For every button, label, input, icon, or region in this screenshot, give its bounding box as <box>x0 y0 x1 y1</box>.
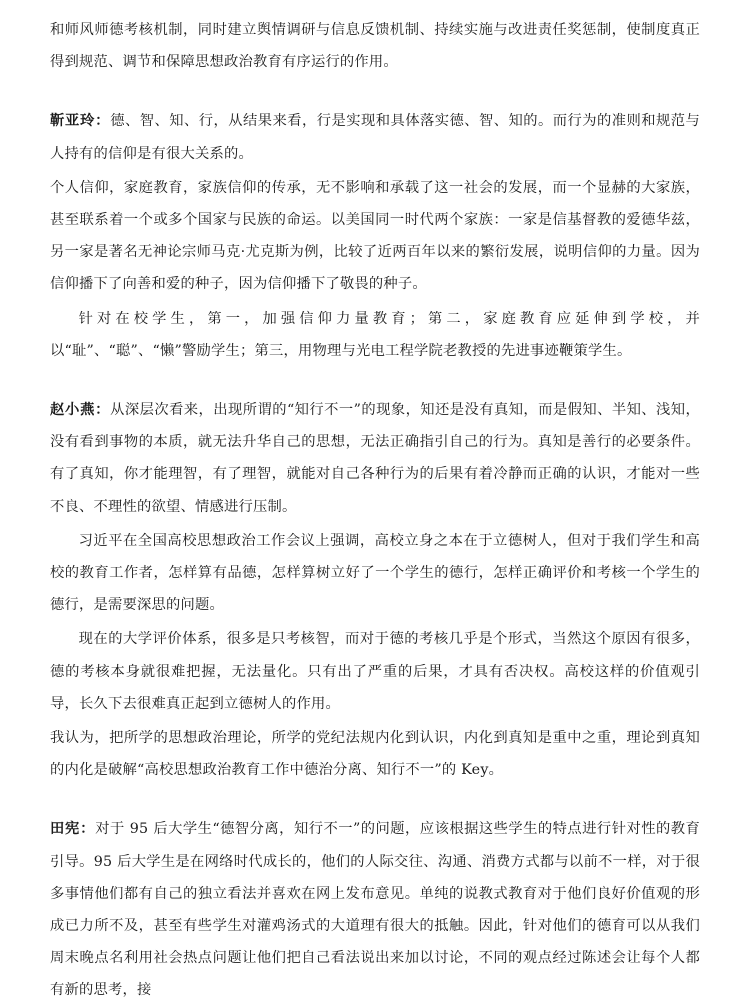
paragraph-text: 习近平在全国高校思想政治工作会议上强调，高校立身之本在于立德树人，但对于我们学生和高校的教育工作者，怎样算有品德，怎样算树立好了一个学生的德行，怎样正确评价和考核一个学生的德行，是需要深思的问题。 <box>50 532 700 614</box>
speech-text: 从深层次看来，出现所谓的“知行不一”的现象，知还是没有真知，而是假知、半知、浅知，没有看到事物的本质，就无法升华自己的思想，无法正确指引自己的行为。真知是善行的必要条件。有了真知，你才能理智，有了理智，就能对自己各种行为的后果有着冷静而正确的认识，才能对一些不良、不理性的欲望、情感进行压制。 <box>50 402 700 515</box>
speaker-label: 田宪： <box>50 821 96 838</box>
speech-text: 德、智、知、行，从结果来看，行是实现和具体落实德、智、知的。而行为的准则和规范与人持有的信仰是有很大关系的。 <box>50 113 701 162</box>
speaker-label: 靳亚玲： <box>50 113 111 130</box>
paragraph-text <box>50 813 700 1006</box>
paragraph-spacer <box>50 369 700 381</box>
speaker-label: 赵小燕： <box>50 402 111 419</box>
paragraph-text: 现在的大学评价体系，很多是只考核智，而对于德的考核几乎是个形式，当然这个原因有很多，德的考核本身就很难把握，无法量化。只有出了严重的后果，才具有否决权。高校这样的价值观引导，长久下去很难真正起到立德树人的作用。 <box>50 631 700 712</box>
speech-block-jinyaling <box>50 105 700 169</box>
paragraph-spacer <box>50 80 700 92</box>
paragraph-text: 个人信仰，家庭教育，家族信仰的传承，无不影响和承载了这一社会的发展，而一个显赫的大家族，甚至联系着一个或多个国家与民族的命运。以美国同一时代两个家族：一家是信基督教的爱德华兹，另一家是著名无神论宗师马克·尤克斯为例，比较了近两百年以来的繁衍发展，说明信仰的力量。因为信仰播下了向善和爱的种子，因为信仰播下了敬畏的种子。 <box>50 179 700 293</box>
speech-text: 对于 95 后大学生“德智分离，知行不一”的问题，应该根据这些学生的特点进行针对性的教育引导。95 后大学生是在网络时代成长的，他们的人际交往、沟通、消费方式都与以前不一样，对于很多事情他们都有自己的独立看法并喜欢在网上发布意见。单纯的说教式教育对于他们良好价值观的形成已力所不及，甚至有些学生对灌鸡汤式的大道理有很大的抵触。因此，针对他们的德育可以从我们周末晚点名利用社会热点问题让他们把自己看法说出来加以讨论，不同的观点经过陈述会让每个人都有新的思考，接 <box>50 821 700 999</box>
paragraph-text <box>50 105 700 169</box>
paragraph-block <box>50 623 700 720</box>
paragraph-spacer <box>50 788 700 800</box>
paragraph-text <box>50 394 700 523</box>
paragraph-block <box>50 172 700 301</box>
speech-block-tianxian <box>50 813 700 1006</box>
paragraph-block <box>50 303 700 367</box>
paragraph-block <box>50 14 700 78</box>
speech-block-zhaoxiaoyan <box>50 394 700 523</box>
paragraph-block <box>50 525 700 622</box>
paragraph-text: 我认为，把所学的思想政治理论，所学的党纪法规内化到认识，内化到真知是重中之重，理论到真知的内化是破解“高校思想政治教育工作中德治分离、知行不一”的 Key。 <box>50 730 700 779</box>
paragraph-block <box>50 722 700 786</box>
paragraph-text: 和师风师德考核机制，同时建立舆情调研与信息反馈机制、持续实施与改进责任奖惩制，使制度真正得到规范、调节和保障思想政治教育有序运行的作用。 <box>50 22 700 71</box>
paragraph-text: 针对在校学生，第一，加强信仰力量教育；第二，家庭教育应延伸到学校，并以“耻”、“聪”、“懒”警励学生；第三，用物理与光电工程学院老教授的先进事迹鞭策学生。 <box>50 310 700 359</box>
